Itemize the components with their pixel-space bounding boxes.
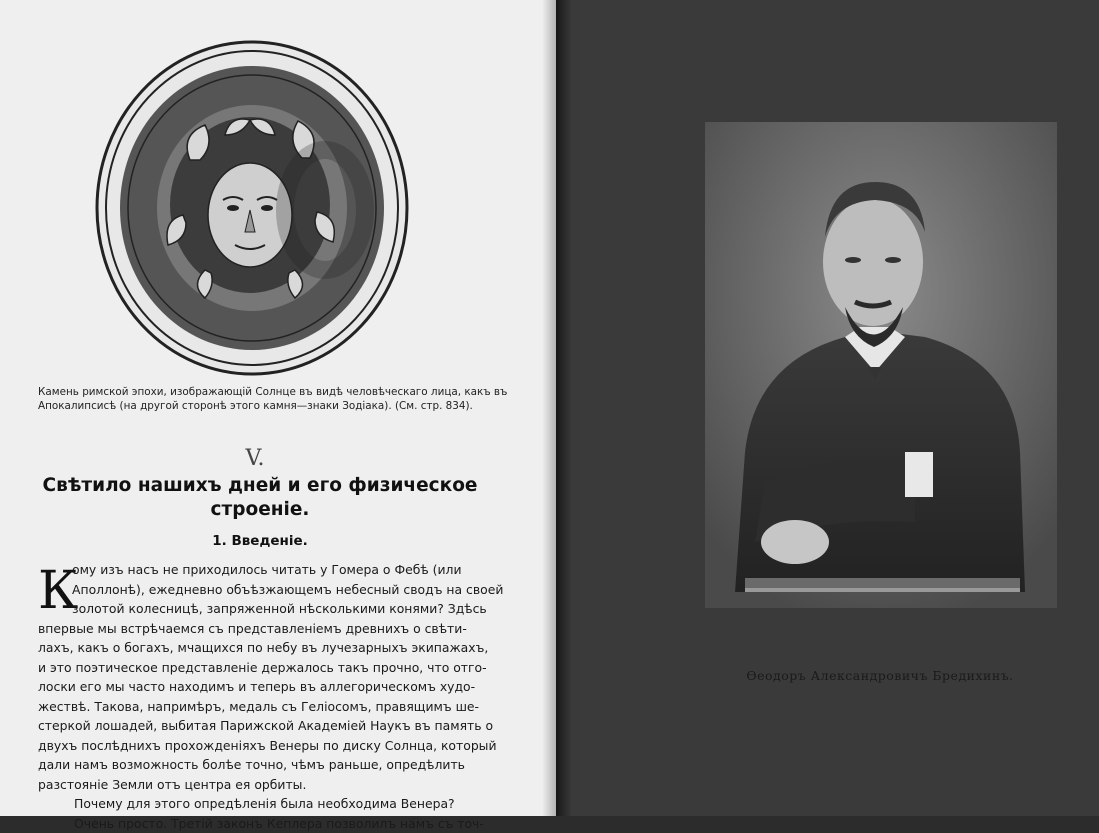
drop-cap-letter: К	[38, 565, 78, 617]
body-text	[38, 560, 480, 833]
text-line: жествѣ. Такова, напримѣръ, медаль съ Геліосомъ, правящимъ ше-	[38, 697, 480, 717]
text-line: лоски его мы часто находимъ и теперь въ аллегорическомъ худо-	[38, 677, 480, 697]
text-line: Почему для этого опредѣленія была необходима Венера?	[38, 794, 480, 814]
text-line: впервые мы встрѣчаемся съ представленіемъ древнихъ о свѣти-	[38, 619, 480, 639]
sun-face-medallion-engraving	[95, 40, 410, 376]
chapter-number: V.	[0, 446, 510, 471]
illustration-caption: Камень римской эпохи, изображающій Солнце въ видѣ человѣческаго лица, какъ въ Апокалипсисѣ (на другой сторонѣ этого камня—знаки Зодіака). (См. стр. 834).	[38, 385, 508, 413]
text-line: стеркой лошадей, выбитая Парижской Академіей Наукъ въ память о	[38, 716, 480, 736]
text-line: двухъ послѣднихъ прохожденіяхъ Венеры по диску Солнца, который	[38, 736, 480, 756]
chapter-title: Свѣтило нашихъ дней и его физическое строеніе.	[40, 474, 480, 522]
text-line: ому изъ насъ не приходилось читать у Гомера о Фебѣ (или	[38, 560, 480, 580]
text-line: дали намъ возможность болѣе точно, чѣмъ раньше, опредѣлить	[38, 755, 480, 775]
text-line: и это поэтическое представленіе держалось такъ прочно, что отго-	[38, 658, 480, 678]
text-line: разстояніе Земли отъ центра ея орбиты.	[38, 775, 480, 795]
text-line: лахъ, какъ о богахъ, мчащихся по небу въ лучезарныхъ экипажахъ,	[38, 638, 480, 658]
portrait-photograph	[705, 122, 1057, 608]
text-line: золотой колесницѣ, запряженной нѣсколькими конями? Здѣсь	[38, 599, 480, 619]
text-line: Аполлонѣ), ежедневно объѣзжающемъ небесный сводъ на своей	[38, 580, 480, 600]
text-line: Очень просто. Третій законъ Кеплера позволилъ намъ съ точ-	[38, 814, 480, 833]
left-book-page	[0, 0, 556, 816]
section-title: 1. Введеніе.	[40, 533, 480, 549]
portrait-caption: Ѳеодоръ Александровичъ Бредихинъ.	[700, 668, 1060, 683]
